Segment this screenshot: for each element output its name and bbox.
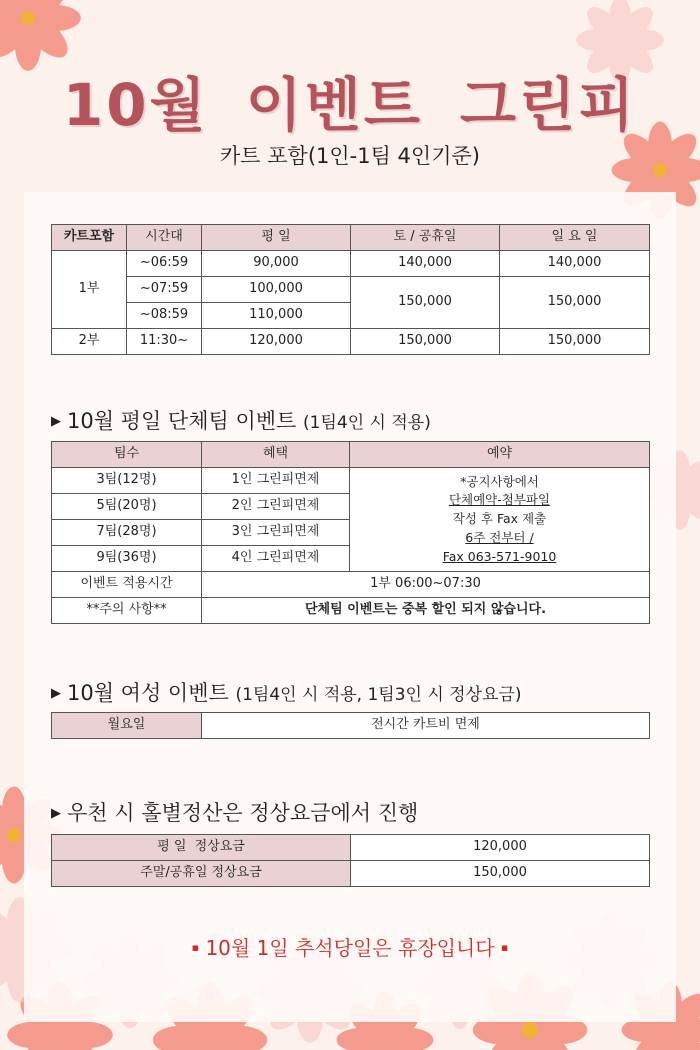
weekday-price: 110,000 — [202, 303, 351, 329]
time-cell: ~08:59 — [127, 303, 202, 329]
triangle-bullet-icon: ▶ — [51, 686, 61, 701]
rate-label: 평 일 정상요금 — [52, 835, 351, 861]
saturday-price: 140,000 — [351, 251, 500, 277]
apply-time-value: 1부 06:00~07:30 — [202, 572, 650, 598]
event-benefit: 전시간 카트비 면제 — [202, 713, 650, 739]
benefit-cell: 4인 그린피면제 — [202, 546, 350, 572]
table-row — [52, 861, 650, 887]
square-bullet-icon: ▪ — [191, 941, 200, 954]
table-row — [52, 835, 650, 861]
group-event-table — [51, 441, 650, 624]
triangle-bullet-icon: ▶ — [51, 414, 61, 429]
benefit-cell: 2인 그린피면제 — [202, 494, 350, 520]
time-cell: ~06:59 — [127, 251, 202, 277]
caution-label: **주의 사항** — [52, 598, 202, 624]
sunday-price: 150,000 — [500, 277, 650, 329]
team-count: 5팀(20명) — [52, 494, 202, 520]
rate-value: 150,000 — [351, 861, 650, 887]
part2-label: 2부 — [52, 329, 127, 355]
apply-time-label: 이벤트 적용시간 — [52, 572, 202, 598]
women-event-heading — [51, 677, 522, 707]
group-event-heading — [51, 405, 431, 435]
reservation-line: 6주 전부터 / — [465, 529, 534, 545]
col-header-teams: 팀수 — [52, 442, 202, 468]
weekday-price: 100,000 — [202, 277, 351, 303]
rain-rate-table — [51, 834, 650, 887]
time-cell: 11:30~ — [127, 329, 202, 355]
women-event-title: 10월 여성 이벤트 — [67, 681, 229, 705]
col-header-cart: 카트포함 — [52, 225, 127, 251]
price-table — [51, 224, 650, 355]
fax-number: Fax 063-571-9010 — [442, 548, 557, 564]
col-header-reservation: 예약 — [350, 442, 650, 468]
rate-value: 120,000 — [351, 835, 650, 861]
benefit-cell: 1인 그린피면제 — [202, 468, 350, 494]
rate-label: 주말/공휴일 정상요금 — [52, 861, 351, 887]
col-header-benefit: 혜택 — [202, 442, 350, 468]
triangle-bullet-icon: ▶ — [51, 806, 61, 821]
team-count: 3팀(12명) — [52, 468, 202, 494]
reservation-line: *공지사항에서 — [460, 473, 539, 489]
team-count: 7팀(28명) — [52, 520, 202, 546]
caution-value: 단체팀 이벤트는 중복 할인 되지 않습니다. — [202, 598, 650, 624]
sunday-price: 140,000 — [500, 251, 650, 277]
col-header-time: 시간대 — [127, 225, 202, 251]
group-event-note: (1팀4인 시 적용) — [303, 413, 431, 433]
table-row — [52, 572, 650, 598]
team-count: 9팀(36명) — [52, 546, 202, 572]
women-event-note: (1팀4인 시 적용, 1팀3인 시 정상요금) — [235, 685, 522, 705]
table-row — [52, 598, 650, 624]
table-row — [52, 277, 650, 303]
page-subtitle: 카트 포함(1인-1팀 4인기준) — [220, 144, 480, 168]
reservation-line: 작성 후 Fax 제출 — [452, 511, 547, 527]
reservation-link[interactable]: 단체예약-첨부파일 — [448, 492, 551, 508]
rain-heading — [51, 797, 418, 827]
col-header-saturday: 토 / 공휴일 — [351, 225, 500, 251]
group-event-title: 10월 평일 단체팀 이벤트 — [67, 409, 297, 433]
col-header-weekday: 평 일 — [202, 225, 351, 251]
table-row — [52, 468, 650, 494]
table-row — [52, 329, 650, 355]
square-bullet-icon: ▪ — [500, 941, 509, 954]
women-event-table — [51, 712, 650, 739]
table-row — [52, 251, 650, 277]
closure-notice — [0, 932, 700, 961]
time-cell: ~07:59 — [127, 277, 202, 303]
reservation-info — [350, 468, 650, 572]
page-title: 10월 이벤트 그린피 — [62, 71, 638, 139]
part1-label: 1부 — [52, 251, 127, 329]
rain-title: 우천 시 홀별정산은 정상요금에서 진행 — [67, 801, 419, 825]
saturday-price: 150,000 — [351, 277, 500, 329]
closure-notice-text: 10월 1일 추석당일은 휴장입니다 — [205, 936, 495, 960]
event-day: 월요일 — [52, 713, 202, 739]
sunday-price: 150,000 — [500, 329, 650, 355]
col-header-sunday: 일 요 일 — [500, 225, 650, 251]
benefit-cell: 3인 그린피면제 — [202, 520, 350, 546]
saturday-price: 150,000 — [351, 329, 500, 355]
table-row — [52, 713, 650, 739]
weekday-price: 90,000 — [202, 251, 351, 277]
weekday-price: 120,000 — [202, 329, 351, 355]
